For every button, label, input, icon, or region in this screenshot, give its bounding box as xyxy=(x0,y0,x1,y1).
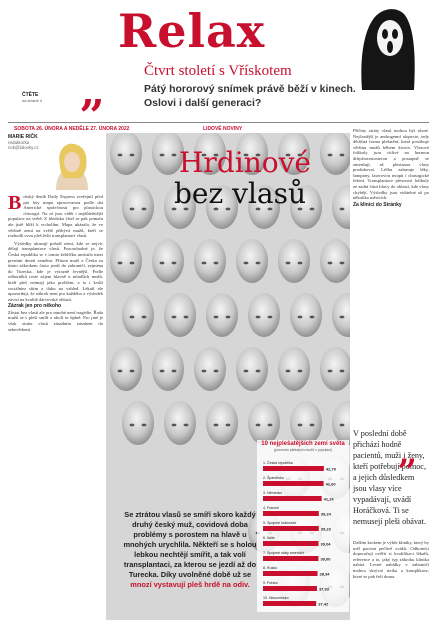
bald-head xyxy=(110,239,142,283)
article-paragraph: Zůstat bez vlasů ale pro mnohé není tragédie. Řada mužů se s pleší smíří a oholí se úplně. Pro jiné je však ztráta vlasů zásadním zásahem do sebevědomí. xyxy=(8,309,103,332)
chart-plot xyxy=(259,460,347,610)
chart-category-label: 9. Polsko xyxy=(263,581,278,585)
head-eye xyxy=(118,262,123,265)
section-title: Relax xyxy=(118,4,266,58)
article-title-line1: Hrdinové xyxy=(179,146,311,179)
chart-bar xyxy=(263,481,324,486)
head-eye xyxy=(298,424,303,427)
bald-head xyxy=(164,293,196,337)
teaser-subheadline: Pátý hororový snímek právě běží v kinech. Oslovi i další generaci? xyxy=(144,83,356,109)
bald-head xyxy=(152,239,184,283)
bald-head xyxy=(194,347,226,391)
teaser-headline: Čtvrt století s Vřískotem xyxy=(144,63,292,79)
head-eye xyxy=(214,262,219,265)
chart-category-label: 4. Francie xyxy=(263,506,279,510)
article-subhead: Zázrak jen pro někoho xyxy=(8,303,62,310)
head-eye xyxy=(184,316,189,319)
chart-bar xyxy=(263,571,318,576)
head-eye xyxy=(298,316,303,319)
head-eye xyxy=(142,208,147,211)
bald-countries-chart xyxy=(257,440,349,612)
head-eye xyxy=(142,424,147,427)
head-eye xyxy=(256,316,261,319)
bald-head xyxy=(290,401,322,445)
head-eye xyxy=(226,316,231,319)
head-eye xyxy=(202,370,207,373)
article-lead: ritský deník Daily Express zveřejnil před pár lety mapu zpracovanou podle dat Americké společnosti pro plastickou chirurgii. Na ní jsou vidět i nejdůležitější populace na světě. Z hlediska čísel se pak pomalu ale jistě blíží k vrcholům. Mapa ukázala, že ve většině zemí na světě přibývá mužů, kteří se rozhodli svou pleš řešit transplantací vlasů. xyxy=(8,194,103,239)
author-photo xyxy=(50,140,94,190)
ghostface-mask-image xyxy=(352,4,422,90)
bald-head xyxy=(110,133,142,175)
article-paragraph: Výsledky ukazují pořadí zemí, kde se nejvíc dělají transplantace vlasů. Pozoruhodné je, že Česká republika se v tomto žebříčku umístila mezi prvními deseti zeměmi. Přitom muži z Česka za tímto zákrokem často jezdí do zahraničí, zejména do Turecka, kde je výrazně levnější. Podle odborníků roste zájem hlavně u mladších mužů, kteří pleš vnímají jako problém, a to i kvůli sociálním sítím a tlaku na vzhled. Lékaři ale upozorňují, že zákrok není pro každého a výsledek závisí na kvalitě dárcovské oblasti. xyxy=(8,240,103,302)
head-eye xyxy=(310,424,315,427)
head-eye xyxy=(286,262,291,265)
chart-value-label: 39,24 xyxy=(320,511,331,517)
lead-quote-box xyxy=(120,510,260,590)
chart-value-label: 37,93 xyxy=(318,586,329,592)
chart-bar xyxy=(263,556,318,561)
teaser-see-page xyxy=(22,92,42,103)
head-eye xyxy=(340,262,345,265)
article-paragraph: Příčiny ztráty vlasů mohou být různé. Nejčastější je androgenní alopecie, tedy dědičná forma plešatění, která postihuje většinu mužů během života. Vlasové folikuly jsou citlivé na hormon dihydrotestosteron a postupně se zmenšují, až přestanou vlasy produkovat. Léčba zahrnuje léky, šampony, laserovou terapii i chirurgické řešení. Transplantace přesouvá folikuly ze zadní části hlavy do oblastí, kde vlasy chybějí. Výsledky jsou viditelné až po několika měsících. xyxy=(353,128,429,201)
bald-head xyxy=(236,239,268,283)
article-title-line2: bez vlasů xyxy=(173,177,306,210)
chart-category-label: 5. Spojené království xyxy=(263,521,297,525)
author-role: redaktorka xyxy=(8,140,30,145)
article-paragraph: Dalším krokem je výběr kliniky, který by měl pacient pečlivě zvážit. Odborníci doporučují ověřit si kvalifikaci lékařů, reference a to, jaký typ zákroku klinika nabízí. Levné nabídky v zahraničí mohou skrývat rizika a komplikace, které se pak řeší doma. xyxy=(353,540,429,579)
head-eye xyxy=(172,316,177,319)
bald-head xyxy=(152,347,184,391)
head-eye xyxy=(340,424,345,427)
chart-value-label: 41,24 xyxy=(323,496,334,502)
head-eye xyxy=(268,316,273,319)
head-eye xyxy=(256,424,261,427)
head-eye xyxy=(130,208,135,211)
chart-bar xyxy=(263,526,319,531)
bald-head xyxy=(236,347,268,391)
chart-value-label: 38,34 xyxy=(319,571,330,577)
head-eye xyxy=(184,424,189,427)
head-eye xyxy=(118,370,123,373)
chart-value-label: 39,04 xyxy=(320,541,331,547)
head-eye xyxy=(214,316,219,319)
head-eye xyxy=(298,262,303,265)
head-eye xyxy=(244,262,249,265)
head-eye xyxy=(298,370,303,373)
bald-head xyxy=(122,401,154,445)
head-eye xyxy=(130,316,135,319)
head-eye xyxy=(160,262,165,265)
head-eye xyxy=(268,424,273,427)
head-eye xyxy=(256,370,261,373)
author-name: MARIE RIČK xyxy=(8,134,38,140)
chart-bar xyxy=(263,541,319,546)
chart-bar xyxy=(263,466,324,471)
masthead xyxy=(0,0,437,122)
article-subhead-right: Za klinici do Stránky xyxy=(353,201,402,208)
chart-bar xyxy=(263,586,317,591)
bald-head xyxy=(206,401,238,445)
head-eye xyxy=(226,424,231,427)
chart-category-label: 1. Česká republika xyxy=(263,461,293,465)
bald-head xyxy=(122,185,154,229)
bald-head xyxy=(248,401,280,445)
chart-bar xyxy=(263,511,319,516)
head-eye xyxy=(328,370,333,373)
article-column-left xyxy=(8,194,103,620)
head-eye xyxy=(214,424,219,427)
dropcap: B xyxy=(8,194,22,214)
lead-quote-text: Se ztrátou vlasů se smíří skoro každý druhý český muž, covidová doba problémy s porostem na hlavě u mnohých urychlila. Někteří se s holou lebkou nechtějí smířit, a tak volí transplantaci, za kterou se jezdí až do Turecka. Díky uvolněné době už se xyxy=(123,510,257,579)
chart-bar xyxy=(263,601,316,606)
publication-name: LIDOVÉ NOVINY xyxy=(203,126,243,132)
chart-category-label: 10. Nizozemsko xyxy=(263,596,289,600)
chart-value-label: 39,23 xyxy=(320,526,331,532)
head-eye xyxy=(172,424,177,427)
chart-category-label: 3. Německo xyxy=(263,491,283,495)
chart-value-label: 39,00 xyxy=(320,556,331,562)
author-email: rick@lidovky.cz xyxy=(8,145,39,150)
chart-bar xyxy=(263,496,322,501)
bald-head xyxy=(206,293,238,337)
dateline xyxy=(8,122,429,132)
head-eye xyxy=(160,370,165,373)
bald-head xyxy=(164,401,196,445)
lead-quote-highlight: mnozí vystavují pleš hrdě na odiv. xyxy=(130,580,250,589)
chart-category-label: 6. Itálie xyxy=(263,536,275,540)
chart-category-label: 8. Rusko xyxy=(263,566,278,570)
head-eye xyxy=(172,262,177,265)
teaser-see-label: ČTĚTE xyxy=(22,92,39,98)
head-eye xyxy=(340,154,345,157)
head-eye xyxy=(340,316,345,319)
quote-mark-icon: „ xyxy=(80,66,106,117)
bald-head xyxy=(290,293,322,337)
bald-head xyxy=(122,293,154,337)
head-eye xyxy=(130,424,135,427)
head-eye xyxy=(202,262,207,265)
head-eye xyxy=(328,154,333,157)
head-eye xyxy=(244,370,249,373)
article-column-right-bottom xyxy=(353,540,429,620)
head-eye xyxy=(310,316,315,319)
head-eye xyxy=(172,370,177,373)
head-eye xyxy=(160,154,165,157)
bald-head xyxy=(194,239,226,283)
head-eye xyxy=(142,316,147,319)
chart-category-label: 2. Španělsko xyxy=(263,476,284,480)
bald-head xyxy=(278,347,310,391)
quote-mark-icon: „ xyxy=(398,433,418,473)
article-column-right xyxy=(353,128,429,428)
head-eye xyxy=(214,370,219,373)
pull-quote: V poslední době přichází hodně pacientů, muži i ženy, kteří potřebují pomoc, a jejich důsledkem jsou vlasy více vypadávají, uvádí Horáčková. Ti se nemusejí pleši obávat. xyxy=(353,429,426,526)
head-eye xyxy=(130,262,135,265)
head-eye xyxy=(328,262,333,265)
bald-head xyxy=(110,347,142,391)
chart-value-label: 37,42 xyxy=(318,601,329,607)
bald-head xyxy=(248,293,280,337)
head-eye xyxy=(340,208,345,211)
head-eye xyxy=(286,370,291,373)
bald-head xyxy=(278,239,310,283)
head-eye xyxy=(130,370,135,373)
head-eye xyxy=(340,370,345,373)
head-eye xyxy=(256,262,261,265)
chart-value-label: 42,79 xyxy=(325,466,336,472)
teaser-see-page-text: na straně 4 xyxy=(22,98,43,103)
head-eye xyxy=(118,154,123,157)
chart-subtitle: (procento plešatých mužů v populaci) xyxy=(274,448,332,452)
chart-category-label: 7. Spojené státy americké xyxy=(263,551,305,555)
issue-date: SOBOTA 26. ÚNORA A NEDĚLE 27. ÚNORA 2022 xyxy=(14,126,130,132)
head-eye xyxy=(310,208,315,211)
chart-title: 10 nejplešatějších zemí světa xyxy=(261,441,345,447)
chart-value-label: 42,60 xyxy=(325,481,336,487)
head-eye xyxy=(130,154,135,157)
